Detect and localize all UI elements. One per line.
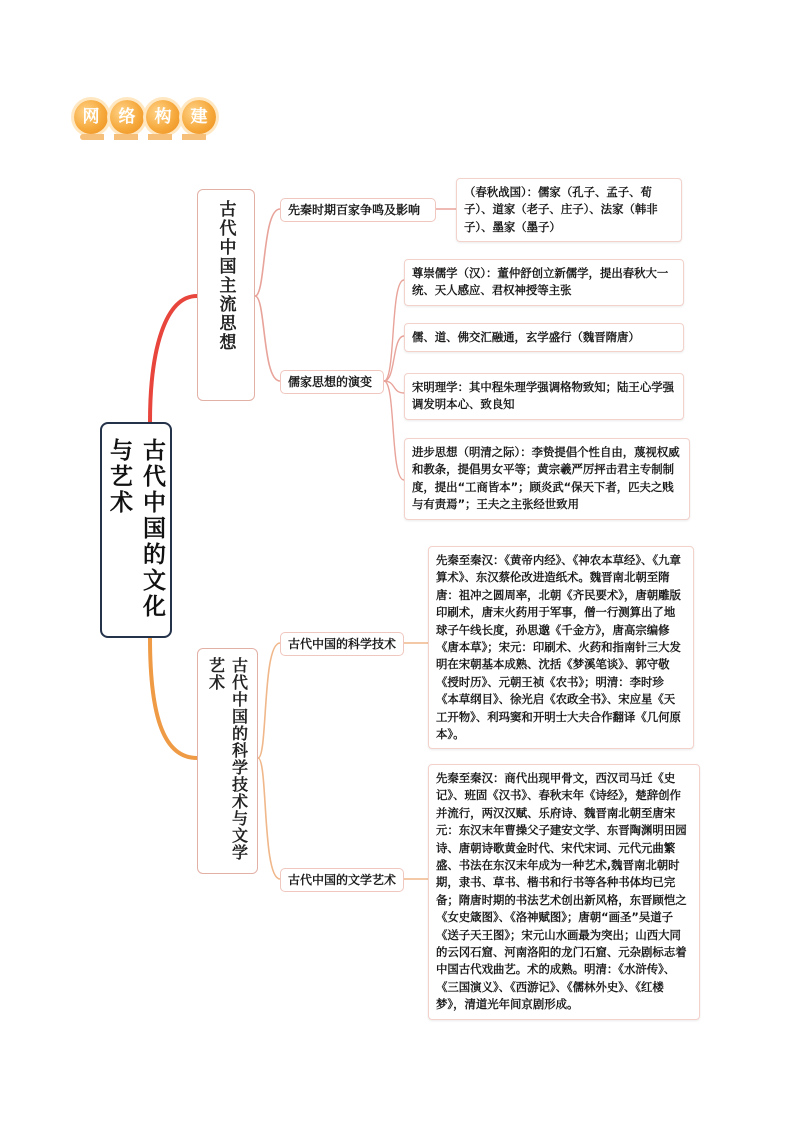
connector-branch-topic xyxy=(258,643,280,758)
connector-topic-leaf xyxy=(384,336,404,381)
root-title: 古代中国的文化与艺术 xyxy=(106,438,165,620)
connector-branch-topic xyxy=(255,209,280,296)
header-badge: 络 xyxy=(110,100,144,134)
header-badge: 网 xyxy=(74,100,108,134)
connector-topic-leaf xyxy=(384,381,404,480)
topic-hundred-schools: 先秦时期百家争鸣及影响 xyxy=(280,198,436,222)
branch-title: 古代中国的科学技术与文学艺术 xyxy=(206,657,249,861)
topic-science-technology: 古代中国的科学技术 xyxy=(280,632,404,656)
connector-branch-topic xyxy=(258,758,280,879)
connector-root-upper xyxy=(150,296,197,422)
leaf-hundred-schools: （春秋战国）：儒家（孔子、孟子、荀子）、道家（老子、庄子）、法家（韩非子）、墨家（墨子） xyxy=(456,178,682,242)
leaf-ming-qing-progressive: 进步思想（明清之际）：李贽提倡个性自由，蔑视权威和教条，提倡男女平等；黄宗羲严厉抨击君主专制制度，提出“工商皆本”；顾炎武“保天下者，匹夫之贱与有责焉”；王夫之主张经世致用 xyxy=(404,438,690,520)
connector-topic-leaf xyxy=(384,280,404,381)
leaf-wei-jin-sui-tang: 儒、道、佛交汇融通，玄学盛行（魏晋隋唐） xyxy=(404,323,684,352)
header-badge: 建 xyxy=(182,100,216,134)
root-node xyxy=(100,422,172,638)
branch-mainstream-thought xyxy=(197,189,255,401)
leaf-han-confucianism: 尊崇儒学（汉）：董仲舒创立新儒学，提出春秋大一统、天人感应、君权神授等主张 xyxy=(404,259,684,306)
branch-title: 古代中国主流思想 xyxy=(215,200,236,352)
connector-branch-topic xyxy=(255,296,280,381)
leaf-song-ming-neo-confucianism: 宋明理学：其中程朱理学强调格物致知；陆王心学强调发明本心、致良知 xyxy=(404,373,684,420)
topic-confucian-evolution: 儒家思想的演变 xyxy=(280,370,384,394)
topic-literature-arts: 古代中国的文学艺术 xyxy=(280,868,404,892)
leaf-science-technology: 先秦至秦汉：《黄帝内经》、《神农本草经》、《九章算术》、东汉蔡伦改进造纸术。魏晋南北朝至隋唐：祖冲之圆周率，北朝《齐民要术》，唐朝雕版印刷术，唐末火药用于军事，僧一行测算出了地球子午线长度，孙思邈《千金方》，唐高宗编修《唐本草》；宋元：印刷术、火药和指南针三大发明在宋朝基本成熟、沈括《梦溪笔谈》、郭守敬《授时历》、元朝王祯《农书》；明清：李时珍《本草纲目》、徐光启《农政全书》、宋应星《天工开物》、利玛窦和开明士大夫合作翻译《几何原本》。 xyxy=(428,546,694,749)
connector-root-lower xyxy=(150,638,197,758)
leaf-literature-arts: 先秦至秦汉：商代出现甲骨文，西汉司马迁《史记》、班固《汉书》、春秋末年《诗经》，楚辞创作并流行，两汉汉赋、乐府诗、魏晋南北朝至唐宋元：东汉末年曹操父子建安文学、东晋陶渊明田园诗、唐朝诗歌黄金时代、宋代宋词、元代元曲繁盛、书法在东汉末年成为一种艺术,魏晋南北朝时期，隶书、草书、楷书和行书等各种书体均已完备；隋唐时期的书法艺术创出新风格，东晋顾恺之《女史箴图》、《洛神赋图》；唐朝“画圣”吴道子《送子天王图》；宋元山水画最为突出；山西大同的云冈石窟、河南洛阳的龙门石窟、元杂剧标志着中国古代戏曲艺。术的成熟。明清：《水浒传》、《三国演义》、《西游记》、《儒林外史》、《红楼梦》，清道光年间京剧形成。 xyxy=(428,764,700,1020)
header-badge: 构 xyxy=(146,100,180,134)
branch-science-and-arts xyxy=(197,648,258,874)
